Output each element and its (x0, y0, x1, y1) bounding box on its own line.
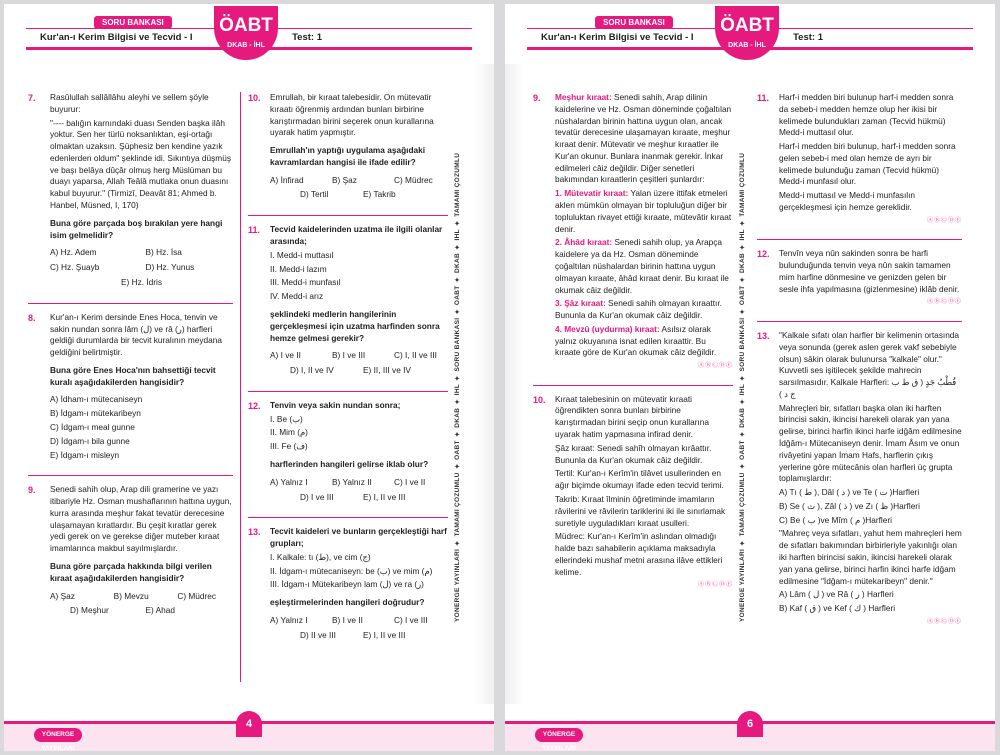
question-9: 9. Senedi sahih olup, Arap dili gramerine ve yazı itibariyle Hz. Osman mushaflarının hattına uygun, kurra arasında meşhur fakat tevatür derecesine ulaşamayan kıratlardır. Bu çeşit kıratlar gerek yedi gerek on ve gerekse diğer muteber kıraat imamlarınca makbul sayılmışlardır. Buna göre parçada hakkında bilgi verilen kıraat aşağıdakilerden hangisidir? A) Şaz B) Mevzu C) Müdrec D) Meşhur E) Ahad (28, 484, 232, 616)
question-11: 11. Tecvid kaidelerinden uzatma ile ilgili olanlar arasında; I. Medd-i muttasıl II. Medd-i lazım III. Medd-i munfasıl IV. Medd-i arız şeklindeki medlerin hangilerinin gerçekleşmesi için uzatma harfinden sonra hemze gelmesi gerekir? A) I ve II B) I ve III C) I, II ve III D) I, II ve IV E) II, III ve IV (248, 224, 443, 376)
answer-circles: ⒶⒷⒸⒹⒺ (926, 618, 962, 625)
page-header (515, 15, 985, 52)
answer-circles: ⒶⒷⒸⒹⒺ (697, 363, 733, 370)
yonerge-logo: YÖNERGE YAYINLARI (535, 728, 583, 742)
page-header (14, 15, 484, 52)
subject-title: Kur'an-ı Kerim Bilgisi ve Tecvid - I (541, 32, 694, 43)
answer-circles: ⒶⒷⒸⒹⒺ (697, 582, 733, 589)
page-number: 6 (737, 711, 763, 737)
question-7: 7. Rasûlullah sallâllâhu aleyhi ve sellem şöyle buyurur: "---- balığın karnındaki duası Senden başka ilâh yoktur. Sen her türlü noksanlıktan, eşi-ortağı olmaktan uzaksın. Şüphesiz ben kendine yazık edenlerden oldum" şeklinde idi. Sıkıntıya düşmüş ve başı belâya dûçâr olmuş herg Müslüman bu duayı yaparsa, Allah Teâlâ mutlaka onun duasını kabul buyurur." (Tirmizî, Deavât 81; Ahmed b. Hanbel, Müsned, I, 170) Buna göre parçada boş bırakılan yere hangi isim gelmelidir? A) Hz. Adem B) Hz. İsa C) Hz. Şuayb D) Hz. Yunus E) Hz. İdris (28, 92, 231, 287)
separator (248, 215, 448, 216)
left-page (4, 4, 494, 751)
separator (757, 239, 962, 240)
answer-circles: ⒶⒷⒸⒹⒺ (926, 299, 962, 306)
test-label: Test: 1 (292, 32, 322, 43)
column-divider (240, 92, 241, 682)
answer-13: 13. "Kalkale sıfatı olan harfler bir kelimenin ortasında veya sonunda (gerek aslen gerek vakf sebebiyle olsun) sâkin olarak bulunursa "kalkale" olur." Kuvvetli ses işitilecek şekilde mahrecin sarsılmasıdır. Kalkale Harfleri: قُطْبُ جَدٍ ( ق ط ب ج د ) Mahreçleri bir, sıfatları başka olan iki harften birincisi sakin, ikincisi harekeli olarak yan yana gelirse, birinci harfin ikinci harfe idğâm edilmesine İdğâm-ı Mütecaniseyn denir. İmam Âsım ve onun rivâyetini yapan İmam Hafs, harflerin çıkış yerlerine göre mütecânis olan harfleri üç grupta toplamışlardır: A) Tı ( ط ), Dâl ( د ) ve Te ( ت )Harfleri B) Se ( ث ), Zâl ( ذ ) ve Zı ( ظ )Harfleri C) Be ( ب )ve Mîm ( م )Harfleri "Mahreç veya sıfatları, yahut hem mahreçleri hem de sıfatları bakımından birbirleriyle yakınlığı olan iki harften birincisi sakin, ikincisi harekeli olarak yan yana gelirse, birinci harfin ikinci harfe idğam edilmesine "İdğam-ı mütekaribeyn" denir." A) Lâm ( ل ) ve Râ ( ر ) Harfleri B) Kaf ( ق ) ve Kef ( ك ) Harfleri ⒶⒷⒸⒹⒺ (757, 329, 962, 625)
separator (28, 475, 233, 476)
separator (28, 303, 233, 304)
test-label: Test: 1 (793, 32, 823, 43)
answer-11: 11. Harf-i medden biri bulunup harf-i medden sonra da sebeb-i medden hemze olup her ikisi bir kelimede bulundukları zaman (Tecvid hükmü) Medd-i muttasıl olur. Harf-i medden biri bulunup, harf-i medden sonra gelen sebeb-i med olan hemze de ayrı bir kelimede bulunduğu zaman (Tecvid hükmü) Medd-i munfasıl olur. Medd-i muttasıl ve Medd-i munfasılın gerçekleşmesi için hemze gereklidir. ⒶⒷⒸⒹⒺ (757, 92, 962, 224)
separator (757, 321, 962, 322)
soru-bankasi-badge: SORU BANKASI (94, 16, 172, 29)
answer-circles: ⒶⒷⒸⒹⒺ (926, 217, 962, 224)
page-fold-shadow (474, 64, 494, 704)
separator (533, 385, 733, 386)
page-number: 4 (236, 711, 262, 737)
subject-title: Kur'an-ı Kerim Bilgisi ve Tecvid - I (40, 32, 193, 43)
separator (248, 391, 448, 392)
answer-9: 9. Meşhur kıraat: Senedi sahih, Arap dilinin kaidelerine ve Hz. Osman döneminde çoğaltılan nüshalardan birinin hattına uygun olan, ancak tevatür derecesine ulaşamayan kıraate, meşhur kıraat denir. Mütevatir ve meşhur kıraatler ile Kur'an okunur. Bunlara inanmak gerekir. İnkar edilmeleri câiz değildir. Diğer senetleri bakımından kıraatlerin çeşitleri şunlardır: 1. Mütevatir kıraat: Yalan üzere ittifak etmeleri aklen mümkün olmayan bir topluluğun diğer bir topluluktan rivayet ettiği kıraate, mütevâtir kıraat denir. 2. Âhâd kıraat: Senedi sahih olup, ya Arapça kaidelere ya da Hz. Osman döneminde çoğaltılan nüshalardan birinin hattına uygun olmayan kıraate, âhâd kıraat denir. Bu kıraat ile okumak câiz değildir. 3. Şâz kıraat: Senedi sahih olmayan kıraattır. Bununla da Kur'an okumak câiz değildir. 4. Mevzû (uydurma) kıraat: Asılsız olarak yalnız okuyanına isnat edilen kıraattir. Bu kıraate göre de Kur'an okumak câiz değildir. ⒶⒷⒸⒹⒺ (533, 92, 733, 370)
answer-12: 12. Tenvîn veya nûn sakinden sonra be harfi bulunduğunda tenvin veya nûn sakin tamamen mim harfine dönmesine ve genizden gelen bir sesle ihfa yapılmasına (gizlenmesine) iklâb denir. ⒶⒷⒸⒹⒺ (757, 248, 962, 306)
vertical-side-text: YÖNERGE YAYINLARI ✦ TAMAMI ÇÖZÜMLÜ ✦ ÖABT ✦ DKAB ✦ İHL ✦ SORU BANKASI ✦ ÖABT ✦ DKAB ✦ İHL ✦ TAMAMI ÇÖZÜMLÜ (454, 152, 461, 622)
yonerge-logo: YÖNERGE YAYINLARI (34, 728, 82, 742)
vertical-side-text: YÖNERGE YAYINLARI ✦ TAMAMI ÇÖZÜMLÜ ✦ ÖABT ✦ DKAB ✦ İHL ✦ SORU BANKASI ✦ ÖABT ✦ DKAB ✦ İHL ✦ TAMAMI ÇÖZÜMLÜ (739, 152, 746, 622)
question-8: 8. Kur'an-ı Kerim dersinde Enes Hoca, tenvin ve sakin nundan sonra lâm (ل) ve râ (ر) harfleri geldiği durumlarda bir tecvit kuralının meydana geldiğini belirtmiştir. Buna göre Enes Hoca'nın bahsettiği tecvit kuralı aşağıdakilerden hangisidir? A) İdham-ı mütecaniseyn B) İdgam-ı mütekaribeyn C) İdgam-ı meal gunne D) İdgam-ı bila gunne E) İdgam-ı misleyn (28, 311, 223, 460)
left-column (533, 92, 733, 604)
oabt-logo: ÖABT DKAB - İHL (715, 6, 779, 60)
separator (248, 517, 448, 518)
question-10: 10. Emrullah, bir kıraat talebesidir. On mütevatir kıraatı öğrenmiş ardından bunları birbirine karıştırmadan birini seçerek onun kurallarına uyarak hatim yapmıştır. Emrullah'ın yaptığı uygulama aşağıdaki kavramlardan hangisi ile ifade edilir? A) İnfirad B) Şaz C) Müdrec D) Tertil E) Takrib (248, 92, 434, 200)
question-13: 13. Tecvit kaideleri ve bunların gerçekleştiği harf grupları; I. Kalkale: tı (ط), ve cim (ج) II. İdgam-ı mütecaniseyn: be (ب) ve mim (م) III. İdgam-ı Mütekaribeyn lam (ل) ve ra (ر) eşleştirmelerinden hangileri doğrudur? A) Yalnız I B) I ve II C) I ve III D) II ve III E) I, II ve III (248, 526, 447, 640)
question-12: 12. Tenvin veya sakin nundan sonra; I. Be (ب) II. Mim (م) III. Fe (ف) harflerinden hangileri gelirse iklab olur? A) Yalnız I B) Yalnız II C) I ve II D) I ve III E) I, II ve III (248, 399, 429, 502)
right-page (505, 4, 995, 751)
page-fold-shadow (505, 64, 525, 704)
soru-bankasi-badge: SORU BANKASI (595, 16, 673, 29)
right-column (248, 92, 448, 656)
oabt-logo: ÖABT DKAB - İHL (214, 6, 278, 60)
left-column (28, 92, 233, 631)
answer-10: 10. Kıraat talebesinin on mütevatir kıraati öğrendikten sonra bunları birbirine karıştırmadan birini seçip onun kurallarına uyarak hatim yapmasına infirad denir. Şâz kıraat: Senedi sahîh olmayan kırâattır. Bununla da Kur'an okumak câiz değildir. Tertil: Kur'an-ı Kerîm'in tilâvet usullerinden en ağır biçimde okumayı ifade eden tecvid terimi. Takrib: Kıraat îlminin öğretiminde imamların râvilerini ve râvilerin tariklerini iki ile sınırlamak suretiyle uyguladıkları kıraat usulleri. Müdrec: Kur'an-ı Kerîm'in aslından olmadığı halde bazı sahabilerin açıklama maksadıyla ellerindeki mushaf metni arasına ilâve ettikleri kelime. ⒶⒷⒸⒹⒺ (533, 393, 733, 589)
right-column (757, 92, 962, 640)
